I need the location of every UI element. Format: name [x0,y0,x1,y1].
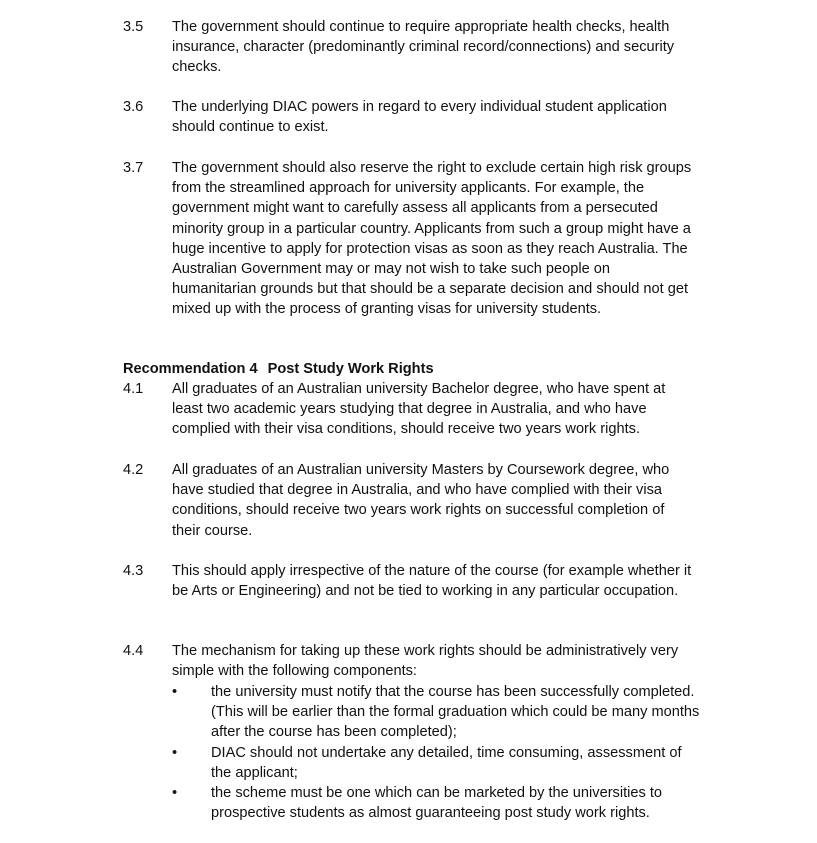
bullet-text: DIAC should not undertake any detailed, time consuming, assessment of the applicant; [211,744,682,781]
paragraph-text: The mechanism for taking up these work rights should be administratively very simple with the following components: [172,643,679,680]
bullet-list [172,682,702,823]
bullet-item [172,743,702,783]
paragraph-number: 4.2 [123,462,144,478]
paragraph-number: 3.7 [123,160,144,176]
section-heading [123,359,434,379]
paragraph-number: 3.6 [123,99,144,115]
heading-label: Recommendation 4 [123,361,258,377]
paragraph-text: The government should continue to require appropriate health checks, health insurance, character (predominantly criminal record/connections) and security checks. [172,19,675,76]
bullet-icon: • [172,785,178,802]
heading-title: Post Study Work Rights [267,361,434,377]
paragraph-text: This should apply irrespective of the nature of the course (for example whether it be Arts or Engineering) and not be tied to working in any particular occupation. [172,563,692,600]
bullet-item [172,783,702,823]
paragraph-text: All graduates of an Australian university Masters by Coursework degree, who have studied that degree in Australia, and who have complied with their visa conditions, should receive two years work rights on successful completion of their course. [172,462,670,539]
paragraph-text: All graduates of an Australian university Bachelor degree, who have spent at least two academic years studying that degree in Australia, and who have complied with their visa conditions, should receive two years work rights. [172,381,666,438]
bullet-icon: • [172,744,178,761]
paragraph-number: 4.4 [123,643,144,659]
paragraph-text: The government should also reserve the right to exclude certain high risk groups from the streamlined approach for university applicants. For example, the government might want to carefully assess all applicants from a persecuted minority group in a particular country. Applicants from such a group might have a huge incentive to apply for protection visas as soon as they reach Australia. The Australian Government may or may not wish to take such people on humanitarian grounds but that should be a separate decision and should not get mixed up with the process of granting visas for university students. [172,160,692,318]
bullet-text: the university must notify that the course has been successfully completed. (This will be earlier than the formal graduation which could be many months after the course has been completed); [211,684,700,741]
bullet-icon: • [172,684,178,700]
bullet-text: the scheme must be one which can be marketed by the universities to prospective students as almost guaranteeing post study work rights. [211,785,663,822]
paragraph-number: 3.5 [123,19,144,35]
paragraph-number: 4.1 [123,381,144,397]
paragraph-number: 4.3 [123,563,144,579]
bullet-item [172,682,702,743]
paragraph-text: The underlying DIAC powers in regard to every individual student application should continue to exist. [172,99,667,136]
